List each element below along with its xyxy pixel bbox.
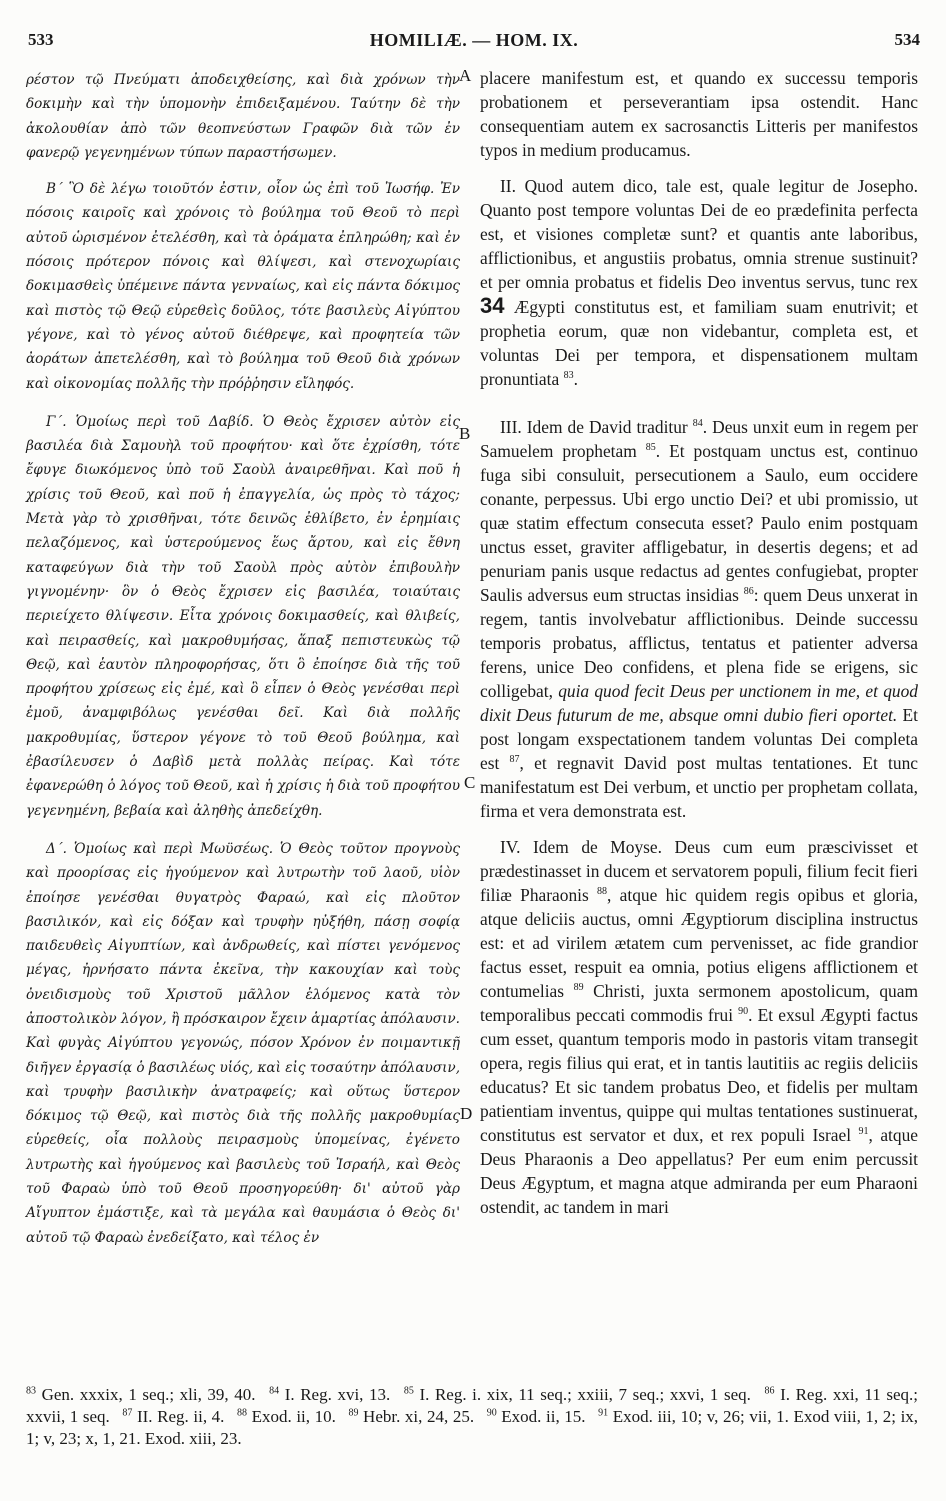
footnote-ref: 89 — [573, 982, 584, 994]
footnote-item: $^{84}$ I. Reg. xvi, 13. — [269, 1385, 391, 1404]
latin-paragraph-3: III. Idem de David traditur $^{84}$. Deus unxit eum in regem per Samuelem prophetam $^{85}$. Et postquam unctus est, continuo fuga sibi consuluit, persecutionem a Saulo, eum occidere conante, perpessus. Ubi ergo unctio Dei? et ubi promissio, ut quæ statim effectum consecuta esset? Paulo enim postquam unctus esset, graviter affligebatur, in desertis degens; et ad penuriam panis usque redactus ad gentes confugiebat, propter Saulis adversus eum structas insidias $^{86}$: quem Deus unxerat in regem, tantis involvebatur afflictionibus. Deinde successu temporis probatus, afflictus, tentatus et patienter adversa ferens, unice Deo confidens, et plena fide se erigens, sic colligebat, quia quod fecit Deus per unctionem in me, et quod dixit Deus futurum de me, absque omni dubio fieri oportet. Et post longam exspectationem tandem voluntas Dei completa est $^{87}$, et regnavit David post multas tentationes. Et tunc manifestatum est Dei verbum, et unctio per prophetam collata, firma et vera demonstrata est. — [480, 417, 918, 821]
page-header — [28, 30, 920, 56]
latin-paragraph-2: II. Quod autem dico, tale est, quale legitur de Josepho. Quanto post tempore voluntas Dei de eo prædefinita perfecta est, et visiones completæ sunt? et quantis ante laboribus, afflictionibus, et angustiis probatus, omnia strenue sustinuit? et per omnia probatus et fidelis Deo inventus servus, tunc rex 34 Ægypti constitutus est, et familiam suam enutrivit; et prophetia eorum, quæ non videbantur, completa est, et voluntas Dei per tempora, et dispensationem multam pronuntiata $^{83}$. — [480, 176, 918, 389]
greek-paragraph-3: Γ΄. Ὁμοίως περὶ τοῦ Δαβίδ. Ὁ Θεὸς ἔχρισεν αὐτὸν εἰς βασιλέα διὰ Σαμουὴλ τοῦ προφήτου· καὶ ὅτε ἐχρίσθη, τότε ἔφυγε διωκόμενος ὑπὸ τοῦ Σαοὺλ ἀναιρεθῆναι. Καὶ ποῦ ἡ χρίσις τοῦ Θεοῦ, καὶ ποῦ ἡ ἐπαγγελία, ὡς πρὸς τὸ τάχος; Μετὰ γὰρ τὸ χρισθῆναι, τότε δεινῶς ἐθλίβετο, ἐν ἐρημίαις πελαζόμενος, καὶ ὑστερούμενος ἕως ἄρτου, καὶ εἰς ἔθνη καταφεύγων διὰ τὴν τοῦ Σαοὺλ πρὸς αὐτὸν ἐπιβουλὴν γιγνομένην· ὃν ὁ Θεὸς ἔχρισεν εἰς βασιλέα, τοιαύταις περιείχετο θλίψεσιν. Εἶτα χρόνοις δοκιμασθείς, καὶ θλιβείς, καὶ πειρασθείς, καὶ μακροθυμήσας, ἅπαξ πεπιστευκὼς τῷ Θεῷ, καὶ ἑαυτὸν πληροφορήσας, ὅτι ὃ ἐποίησε διὰ τῆς τοῦ προφήτου χρίσεως εἰς ἐμέ, καὶ ὃ εἶπεν ὁ Θεὸς γενέσθαι περὶ ἐμοῦ, ἀναμφιβόλως γενέσθαι δεῖ. Καὶ διὰ πολλῆς μακροθυμίας, ὕστερον γέγονε τὸ τοῦ Θεοῦ βούλημα, καὶ ἐβασίλευσεν ὁ Δαβὶδ μετὰ πολλὰς πείρας. Καὶ τότε ἐφανερώθη ὁ λόγος τοῦ Θεοῦ, καὶ ἡ χρίσις ἡ διὰ τοῦ προφήτου γεγενημένη, βεβαία καὶ ἀληθὴς ἀπεδείχθη. — [26, 413, 460, 819]
footnote-ref: 88 — [597, 886, 608, 898]
margin-letter-c: C — [464, 773, 476, 792]
footnote-ref: 86 — [743, 586, 754, 598]
margin-letter-d: D — [460, 1104, 473, 1123]
inline-page-number: 34 — [480, 293, 505, 318]
footnote-item: $^{90}$ Exod. ii, 15. — [486, 1407, 586, 1426]
left-page-number: 533 — [28, 30, 54, 49]
margin-letter-a: A — [459, 66, 472, 85]
footnote-item: $^{87}$ II. Reg. ii, 4. — [122, 1407, 225, 1426]
footnote-ref: 85 — [645, 442, 656, 454]
footnote-ref: 91 — [858, 1126, 869, 1138]
footnote-item: $^{86}$ I. Reg. xxi, 11 seq.; xxvii, 1 seq. — [26, 1385, 918, 1426]
margin-letter-b: B — [459, 424, 471, 443]
greek-paragraph-2: Β΄ Ὃ δὲ λέγω τοιοῦτόν ἐστιν, οἷον ὡς ἐπὶ τοῦ Ἰωσήφ. Ἐν πόσοις καιροῖς καὶ χρόνοις τὸ βούλημα τοῦ Θεοῦ τὸ περὶ αὐτοῦ ὡρισμένον ἐτελέσθη, καὶ τὰ ὁράματα ἐπληρώθη; καὶ ἐν πόσοις πρότερον πόνοις καὶ θλίψεσι, καὶ στενοχωρίαις δοκιμασθεὶς ὑπέμεινε πάντα γενναίως, καὶ εἰς πάντα δόκιμος καὶ πιστὸς τῷ Θεῷ εὑρεθεὶς δοῦλος, τότε βασιλεὺς Αἰγύπτου γέγονε, καὶ τὸ γένος αὐτοῦ διέθρεψε, καὶ προφητεία τῶν ἀοράτων ἀπετελέσθη, καὶ τὸ βούλημα τοῦ Θεοῦ διὰ χρόνων καὶ οἰκονομίας πολλῆς τὴν πρόῤῥησιν εἴληφός. — [26, 181, 460, 392]
running-title: HOMILIÆ. — HOM. IX. — [369, 30, 579, 50]
footnote-ref: 84 — [692, 418, 703, 430]
footnote-item: $^{83}$ Gen. xxxix, 1 seq.; xli, 39, 40. — [26, 1385, 256, 1404]
footnotes — [26, 1384, 918, 1450]
footnote-item: $^{85}$ I. Reg. i. xix, 11 seq.; xxiii, 7 seq.; xxvi, 1 seq. — [403, 1385, 751, 1404]
footnote-item: $^{91}$ Exod. iii, 10; v, 26; vii, 1. Exod viii, 1, 2; ix, 1; v, 23; x, 1, 21. Exod. xiii, 23. — [26, 1407, 919, 1448]
footnote-item: $^{88}$ Exod. ii, 10. — [237, 1407, 336, 1426]
footnote-ref: 87 — [509, 754, 520, 766]
latin-paragraph-1: placere manifestum est, et quando ex successu temporis probationem et perseverantiam ipsa ostendit. Hanc consequentiam autem ex sacrosanctis Litteris per manifestos typos in medium producamus. — [480, 68, 918, 160]
greek-paragraph-4: Δ΄. Ὁμοίως καὶ περὶ Μωϋσέως. Ὁ Θεὸς τοῦτον προγνοὺς καὶ προορίσας εἰς ἡγούμενον καὶ λυτρωτὴν τοῦ λαοῦ, υἱὸν ἐποίησε γενέσθαι θυγατρὸς Φαραώ, καὶ εἰς πλοῦτον βασιλικόν, καὶ εἰς δόξαν καὶ τρυφὴν ηὐξήθη, πάσῃ σοφίᾳ παιδευθεὶς Αἰγυπτίων, καὶ ἀνδρωθείς, καὶ πίστει γενόμενος μέγας, ἠρνήσατο πάντα ἐκεῖνα, τὴν κακουχίαν καὶ τοὺς ὀνειδισμοὺς τοῦ Χριστοῦ μᾶλλον ἑλόμενος κατὰ τὸν ἀποστολικὸν λόγον, ἢ πρόσκαιρον ἔχειν ἁμαρτίας ἀπόλαυσιν. Καὶ φυγὰς Αἰγύπτου γεγονώς, πόσον Χρόνον ἐν ποιμαντικῇ διῆγεν ἐργασίᾳ ὁ βασιλέως υἱός, καὶ εἰς τοσαύτην ἀπόλαυσιν, καὶ τρυφὴν βασιλικὴν ἀνατραφείς; καὶ οὕτως ὕστερον δόκιμος τῷ Θεῷ, καὶ πιστὸς διὰ τῆς πολλῆς μακροθυμίας εὑρεθείς, οἷα πολλοὺς πειρασμοὺς ὑπομείνας, ἐγένετο λυτρωτὴς καὶ ἡγούμενος καὶ βασιλεὺς τοῦ Ἰσραήλ, καὶ Θεὸς τοῦ Φαραὼ ὑπὸ τοῦ Θεοῦ προσηγορεύθη· δι' αὐτοῦ γὰρ Αἴγυπτον ἐμάστιξε, καὶ τὰ μεγάλα καὶ θαυμάσια ὁ Θεὸς δι' αὐτοῦ τῷ Φαραὼ ἐνεδείξατο, καὶ τέλος ἐν — [26, 840, 461, 1246]
greek-paragraph-1: ρέστον τῷ Πνεύματι ἀποδειχθείσης, καὶ διὰ χρόνων τὴν δοκιμὴν καὶ τὴν ὑπομονὴν ἐπιδειξαμένου. Ταύτην δὲ τὴν ἀκολουθίαν ἀπὸ τῶν θεοπνεύστων Γραφῶν διὰ τῶν ἐν φανερῷ γεγενημένων τύπων παραστήσωμεν. — [26, 72, 460, 161]
footnote-ref: 90 — [738, 1006, 749, 1018]
greek-column — [26, 68, 460, 1250]
footnote-ref: 83 — [563, 370, 574, 382]
latin-paragraph-4: IV. Idem de Moyse. Deus cum eum præscivisset et prædestinasset in ducem et servatorem populi, filium fecit fieri filiæ Pharaonis $^{88}$, atque hic quidem regis opibus et gloria, atque deliciis auctus, omni Ægyptiorum disciplina instructus est: et ad virilem ætatem cum pervenisset, ac fide grandior factus esset, respuit ea omnia, potius eligens afflictionem et contumelias $^{89}$ Christi, juxta sermonem apostolicum, quam temporalibus peccati commodis frui $^{90}$. Et exsul Ægypti factus cum esset, quantum temporis modo in pastoris vitam transegit opera, regis filius qui erat, et in tantis lautitiis ac regiis deliciis educatus? Et sic tandem probatus Deo, et fidelis per multam patientiam inventus, quippe qui multas tentationes sustinuerat, constitutus est servator et dux, et rex populi Israel $^{91}$, atque Deus Pharaonis a Deo appellatus? Per eum enim percussit Deus Ægyptum, et magna atque admiranda per eum Pharaoni ostendit, ac tandem in mari — [480, 837, 918, 1217]
latin-column — [480, 66, 918, 1219]
right-page-number: 534 — [894, 30, 920, 49]
italic-quotation: quia quod fecit Deus per unctionem in me, et quod dixit Deus futurum de me, absque omni dubio fieri oportet. — [480, 681, 918, 725]
footnote-item: $^{89}$ Hebr. xi, 24, 25. — [348, 1407, 475, 1426]
